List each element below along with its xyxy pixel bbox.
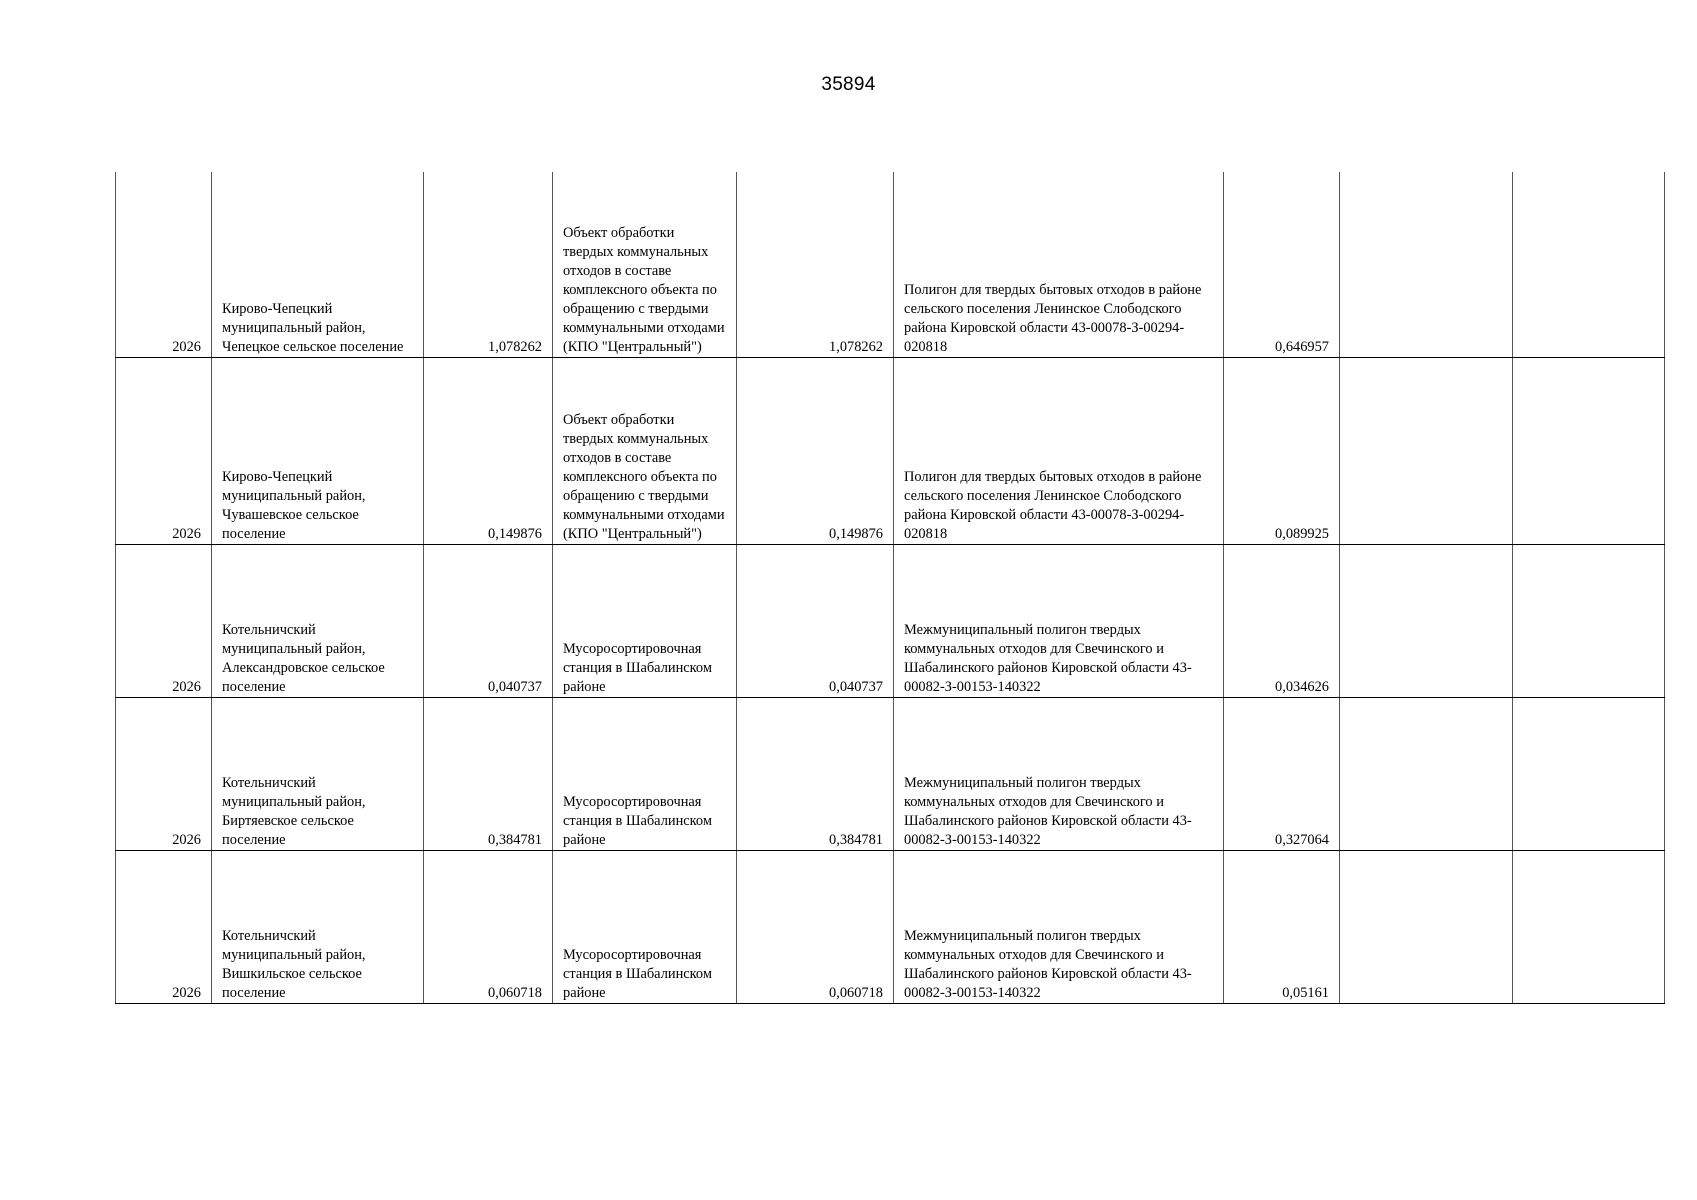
municipality-cell: Котельничский муниципальный район, Биртяевское сельское поселение xyxy=(212,698,424,851)
municipality-cell: Котельничский муниципальный район, Александровское сельское поселение xyxy=(212,545,424,698)
disposal-volume-cell: 0,089925 xyxy=(1224,358,1340,545)
disposal-volume-cell: 0,646957 xyxy=(1224,172,1340,358)
empty-cell xyxy=(1340,851,1513,1004)
waste-flow-table xyxy=(115,172,1665,1004)
empty-cell xyxy=(1513,172,1665,358)
disposal-site-cell: Полигон для твердых бытовых отходов в районе сельского поселения Ленинское Слободского района Кировской области 43-00078-З-00294-020818 xyxy=(894,358,1224,545)
disposal-site-cell: Межмуниципальный полигон твердых коммунальных отходов для Свечинского и Шабалинского районов Кировской области 43-00082-З-00153-140322 xyxy=(894,698,1224,851)
volume-cell: 1,078262 xyxy=(424,172,553,358)
year-cell: 2026 xyxy=(116,698,212,851)
facility-volume-cell: 0,384781 xyxy=(737,698,894,851)
volume-cell: 0,060718 xyxy=(424,851,553,1004)
table-row xyxy=(116,172,1665,358)
facility-cell: Объект обработки твердых коммунальных отходов в составе комплексного объекта по обращению с твердыми коммунальными отходами (КПО "Центральный") xyxy=(553,172,737,358)
page-number: 35894 xyxy=(821,74,876,95)
volume-cell: 0,384781 xyxy=(424,698,553,851)
disposal-volume-cell: 0,034626 xyxy=(1224,545,1340,698)
year-cell: 2026 xyxy=(116,172,212,358)
municipality-cell: Котельничский муниципальный район, Вишкильское сельское поселение xyxy=(212,851,424,1004)
disposal-volume-cell: 0,327064 xyxy=(1224,698,1340,851)
facility-volume-cell: 0,060718 xyxy=(737,851,894,1004)
facility-volume-cell: 0,040737 xyxy=(737,545,894,698)
volume-cell: 0,040737 xyxy=(424,545,553,698)
table-row xyxy=(116,545,1665,698)
year-cell: 2026 xyxy=(116,851,212,1004)
empty-cell xyxy=(1513,545,1665,698)
disposal-site-cell: Полигон для твердых бытовых отходов в районе сельского поселения Ленинское Слободского района Кировской области 43-00078-З-00294-020818 xyxy=(894,172,1224,358)
empty-cell xyxy=(1340,545,1513,698)
table-row xyxy=(116,358,1665,545)
empty-cell xyxy=(1513,358,1665,545)
facility-cell: Мусоросортировочная станция в Шабалинском районе xyxy=(553,851,737,1004)
disposal-site-cell: Межмуниципальный полигон твердых коммунальных отходов для Свечинского и Шабалинского районов Кировской области 43-00082-З-00153-140322 xyxy=(894,545,1224,698)
empty-cell xyxy=(1513,851,1665,1004)
year-cell: 2026 xyxy=(116,545,212,698)
facility-cell: Мусоросортировочная станция в Шабалинском районе xyxy=(553,698,737,851)
disposal-volume-cell: 0,05161 xyxy=(1224,851,1340,1004)
table-row xyxy=(116,698,1665,851)
facility-volume-cell: 1,078262 xyxy=(737,172,894,358)
municipality-cell: Кирово-Чепецкий муниципальный район, Чепецкое сельское поселение xyxy=(212,172,424,358)
table-row xyxy=(116,851,1665,1004)
facility-volume-cell: 0,149876 xyxy=(737,358,894,545)
facility-cell: Объект обработки твердых коммунальных отходов в составе комплексного объекта по обращению с твердыми коммунальными отходами (КПО "Центральный") xyxy=(553,358,737,545)
year-cell: 2026 xyxy=(116,358,212,545)
volume-cell: 0,149876 xyxy=(424,358,553,545)
empty-cell xyxy=(1340,172,1513,358)
municipality-cell: Кирово-Чепецкий муниципальный район, Чувашевское сельское поселение xyxy=(212,358,424,545)
disposal-site-cell: Межмуниципальный полигон твердых коммунальных отходов для Свечинского и Шабалинского районов Кировской области 43-00082-З-00153-140322 xyxy=(894,851,1224,1004)
empty-cell xyxy=(1340,358,1513,545)
facility-cell: Мусоросортировочная станция в Шабалинском районе xyxy=(553,545,737,698)
empty-cell xyxy=(1513,698,1665,851)
empty-cell xyxy=(1340,698,1513,851)
